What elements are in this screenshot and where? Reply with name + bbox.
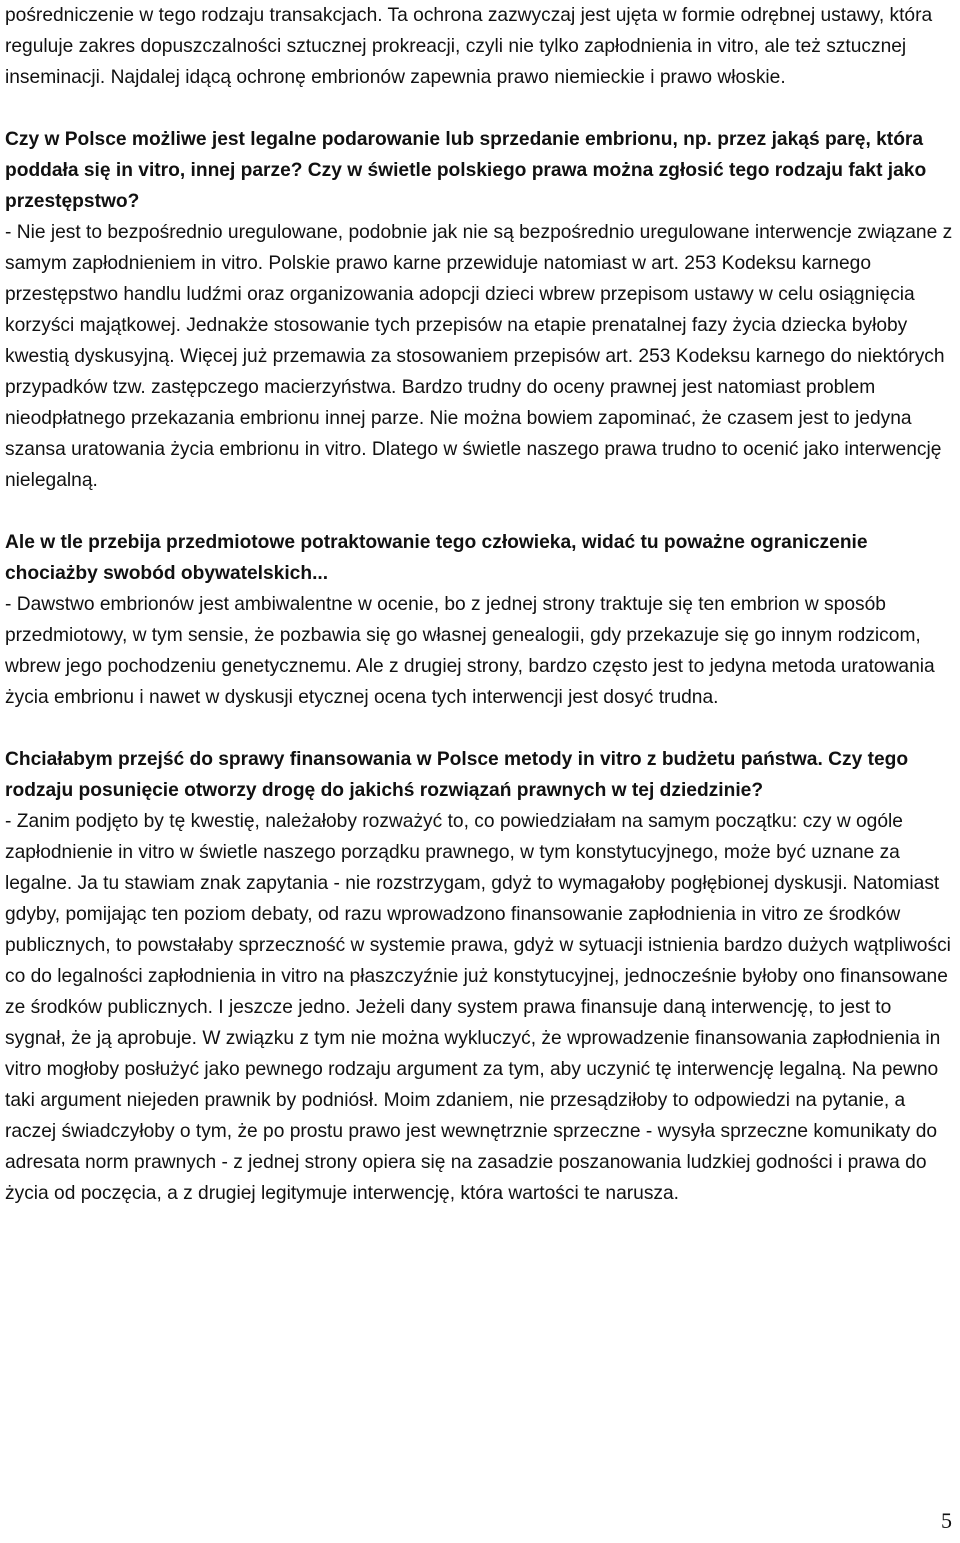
answer-paragraph-3: - Dawstwo embrionów jest ambiwalentne w ocenie, bo z jednej strony traktuje się ten embrion w sposób przedmiotowy, w tym sensie, że pozbawia się go własnej genealogii, gdy przekazuje się go innym rodzicom, wbrew jego pochodzeniu genetycznemu. Ale z drugiej strony, bardzo często jest to jedyna metoda uratowania życia embrionu i nawet w dyskusji etycznej ocena tych interwencji jest dosyć trudna. xyxy=(5,594,935,708)
question-paragraph-1: Czy w Polsce możliwe jest legalne podarowanie lub sprzedanie embrionu, np. przez jakąś parę, która poddała się in vitro, innej parze? Czy w świetle polskiego prawa można zgłosić tego rodzaju fakt jako przestępstwo? xyxy=(5,129,927,212)
question-paragraph-3: Chciałabym przejść do sprawy finansowania w Polsce metody in vitro z budżetu państwa. Czy tego rodzaju posunięcie otworzy drogę do jakichś rozwiązań prawnych w tej dziedzinie? xyxy=(5,749,909,801)
document-page xyxy=(5,0,957,1209)
paragraph-gap xyxy=(5,713,957,744)
answer-paragraph-4: - Zanim podjęto by tę kwestię, należałoby rozważyć to, co powiedziałam na samym początku: czy w ogóle zapłodnienie in vitro w świetle naszego porządku prawnego, w tym konstytucyjnego, może być uznane za legalne. Ja tu stawiam znak zapytania - nie rozstrzygam, gdyż to wymagałoby pogłębionej dyskusji. Natomiast gdyby, pomijając ten poziom debaty, od razu wprowadzono finansowanie zapłodnienia in vitro ze środków publicznych, to powstałaby sprzeczność w systemie prawa, gdyż w sytuacji istnienia bardzo dużych wątpliwości co do legalności zapłodnienia in vitro na płaszczyźnie już konstytucyjnej, jednocześnie byłoby ono finansowane ze środków publicznych. I jeszcze jedno. Jeżeli dany system prawa finansuje daną interwencję, to jest to sygnał, że ją aprobuje. W związku z tym nie można wykluczyć, że wprowadzenie finansowania zapłodnienia in vitro mogłoby posłużyć jako pewnego rodzaju argument za tym, aby uczynić tę interwencję legalną. Na pewno taki argument niejeden prawnik by podniósł. Moim zdaniem, nie przesądziłoby to odpowiedzi na pytanie, a raczej świadczyłoby o tym, że po prostu prawo jest wewnętrznie sprzeczne - wysyła sprzeczne komunikaty do adresata norm prawnych - z jednej strony opiera się na zasadzie poszanowania ludzkiej godności i prawa do życia od poczęcia, a z drugiej legitymuje interwencję, która wartości te narusza. xyxy=(5,811,951,1204)
answer-paragraph-1: pośredniczenie w tego rodzaju transakcjach. Ta ochrona zazwyczaj jest ujęta w formie odrębnej ustawy, która reguluje zakres dopuszczalności sztucznej prokreacji, czyli nie tylko zapłodnienia in vitro, ale też sztucznej inseminacji. Najdalej idącą ochronę embrionów zapewnia prawo niemieckie i prawo włoskie. xyxy=(5,5,933,88)
paragraph-gap xyxy=(5,93,957,124)
page-number: 5 xyxy=(941,1508,952,1533)
answer-paragraph-2: - Nie jest to bezpośrednio uregulowane, podobnie jak nie są bezpośrednio uregulowane interwencje związane z samym zapłodnieniem in vitro. Polskie prawo karne przewiduje natomiast w art. 253 Kodeksu karnego przestępstwo handlu ludźmi oraz organizowania adopcji dzieci wbrew przepisom ustawy w celu osiągnięcia korzyści majątkowej. Jednakże stosowanie tych przepisów na etapie prenatalnej fazy życia dziecka byłoby kwestią dyskusyjną. Więcej już przemawia za stosowaniem przepisów art. 253 Kodeksu karnego do niektórych przypadków tzw. zastępczego macierzyństwa. Bardzo trudny do oceny prawnej jest natomiast problem nieodpłatnego przekazania embrionu innej parze. Nie można bowiem zapominać, że czasem jest to jedyna szansa uratowania życia embrionu in vitro. Dlatego w świetle naszego prawa trudno to ocenić jako interwencję nielegalną. xyxy=(5,222,953,491)
paragraph-gap xyxy=(5,496,957,527)
question-paragraph-2: Ale w tle przebija przedmiotowe potraktowanie tego człowieka, widać tu poważne ograniczenie chociażby swobód obywatelskich... xyxy=(5,532,868,584)
